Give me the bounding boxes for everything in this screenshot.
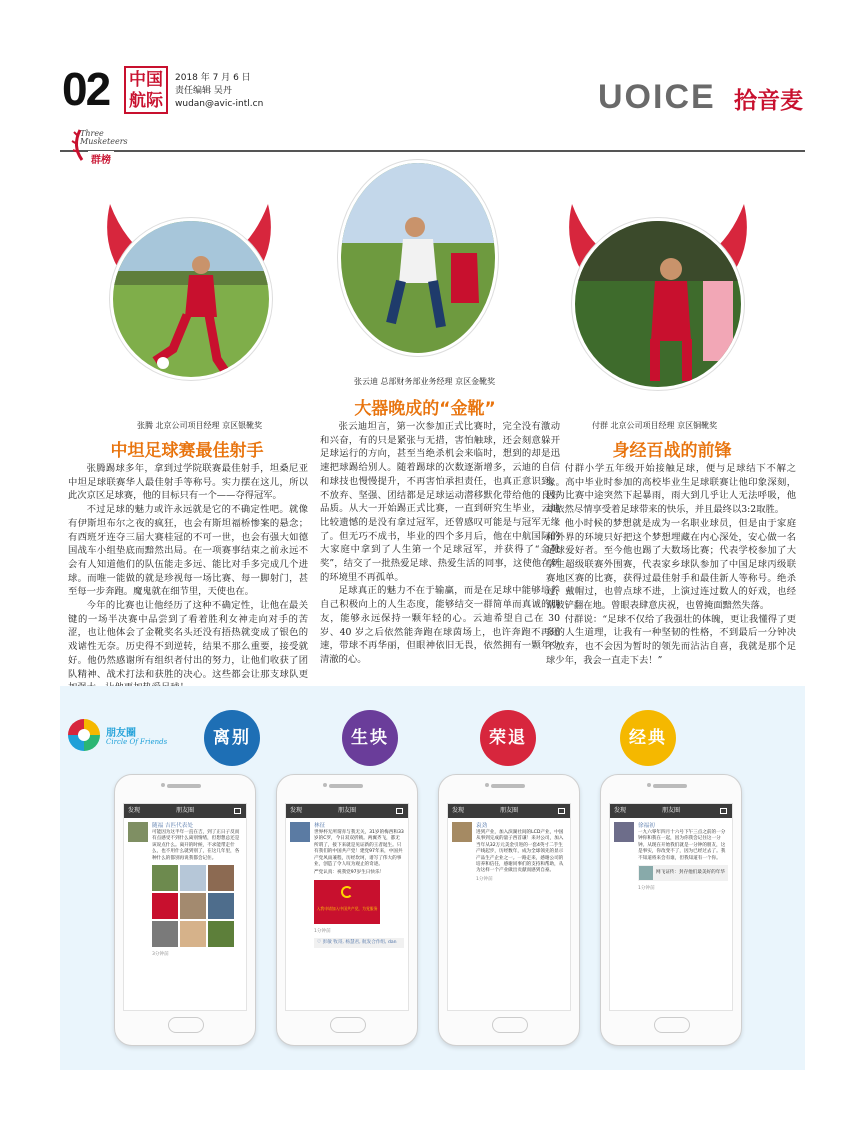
post-photo[interactable] (152, 865, 178, 891)
camera-dot (485, 783, 489, 787)
hammer-sickle-icon (341, 886, 353, 898)
friends-subtitle: Circle Of Friends (106, 738, 168, 746)
home-button[interactable] (330, 1017, 366, 1033)
header-rule (60, 150, 805, 152)
likes-row: ♡ 彭敏 牧哥, 杨慧君, 航发合作组, dan (314, 938, 404, 948)
friends-title: 朋友圈 (106, 728, 136, 739)
article-body-2 (320, 420, 560, 667)
speaker-slot (653, 784, 687, 788)
post-photo[interactable] (208, 921, 234, 947)
back-link[interactable]: 发现 (452, 807, 465, 814)
post-time: 1分钟前 (638, 886, 655, 892)
bubble-retire: 荣退 (480, 710, 536, 766)
moments-screen (285, 803, 409, 1011)
nav-title: 朋友圈 (337, 807, 356, 814)
article-2-paragraph: 足球真正的魅力不在于输赢，而是在足球中能够培养自己积极向上的人生态度，能够结交一群简单而真诚的朋友，能够永远保持一颗年轻的心。云迪希望自己在 30 岁、40 岁之后依然能奔跑在球茵场上，也许奔跑不再迅速，带球不再华丽，但眼神依旧无畏，依然拥有一颗年少清澈的心。 (320, 585, 560, 665)
camera-icon[interactable] (558, 808, 565, 814)
post-text-2: 严党认真：祝我党97岁生日快乐！ (314, 870, 385, 876)
moments-screen (447, 803, 571, 1011)
post-photo[interactable] (180, 865, 206, 891)
camera-dot (161, 783, 165, 787)
article-title-2: 大器晚成的“金靴” (354, 399, 496, 419)
section-badge (70, 124, 140, 166)
badge-subtitle: Three Musketeers (80, 129, 128, 146)
speaker-slot (491, 784, 525, 788)
post-time: 3分钟前 (152, 952, 169, 958)
shared-link-title: 网飞证传：封存他们最美好的年华 (656, 870, 725, 876)
page-number: 02 (62, 63, 110, 115)
home-button[interactable] (168, 1017, 204, 1033)
party-flag-image[interactable] (314, 880, 380, 924)
phone-mockup-4 (600, 774, 742, 1046)
article-3-paragraph: 他小时候的梦想就是成为一名职业球员，但是由于家庭和外界的环境只好把这个梦想埋藏在内心深处，安心做一名足球爱好者。至今他也踢了大数场比赛；代表学校参加了大学生超级联赛外围赛，代表家乡球队参加了中国足球丙级联赛地区赛的比赛，获得过最佳射手和最佳新人等称号。绝杀过，戴帽过，也曾点球不进，上演过连过数人的好戏，也经常被铲翻在地。曾眼表肆意庆祝，也曾掩面黯然失落。 (546, 517, 796, 612)
article-body-1 (68, 462, 308, 695)
article-1-paragraph: 今年的比赛也让他经历了这种不确定性，让他在最关键的一场半决赛中品尝到了看着胜利女神走向对手的苦涩，也让他体会了金靴奖名头还没有捂热就变成了银色的戏谑性无奈。历史得不到逆转，结果不那么重要，接受就好。他仍然感谢所有组织者付出的努力，让他们收获了团队精神、战术打法和获胜的决心。这些都会让那支球队更 (68, 600, 308, 680)
camera-dot (647, 783, 651, 787)
avatar[interactable] (452, 822, 472, 842)
flag-caption: 入我申请加入中国共产党，为党服务 (316, 905, 378, 911)
article-1-paragraph: 不过足球的魅力或许永远就是它的不确定性吧。就像有伊斯坦布尔之夜的疯狂，也会有斯坦福桥惨案的悬念；有西班牙连夺三届大赛桂冠的不可一世，也会有强大如德国战车小组垫底而黯然出局。在一项赛事结束之前永远不会有人知道他们的队伍能走多远、能比对手多完成几个进球。而唯一能做的就是珍视每一场比赛、每一脚射门，甚至每一步奔跑。魔鬼就在细节里，天使也在。 (68, 504, 308, 598)
article-title-3: 身经百战的前锋 (612, 441, 732, 461)
moments-screen (123, 803, 247, 1011)
back-link[interactable]: 发现 (614, 807, 627, 814)
moments-screen (609, 803, 733, 1011)
photo-grid (152, 865, 242, 947)
nav-title: 朋友圈 (499, 807, 518, 814)
logo-line2: 航际 (129, 91, 163, 111)
article-2-paragraph: 张云迪坦言，第一次参加正式比赛时，完全没有激动和兴奋，有的只是紧张与无措，害怕触球，还会刻意躲开足球运行的方向，甚至当绝杀机会来临时，想到的却是迅速把球踢给别人。随着踢球的次数逐渐增多，云迪的自信和球技也慢慢提升，不再害怕承担责任，也真正意识到，不放弃、坚强、团结都是足球运动潜移默化带给他的良好品质。从大一开始踢正式比赛，一直到研究生毕业，云迪比较遗憾的是没有拿过冠军，还曾感叹可能是与冠军无缘了。但无巧不成书，毕业的四个多月后，他在中航国际的大家庭中拿到了人生第一个足球冠军，并获得了“金靴奖”，结交了一批热爱足球、热爱生活的同事，这使他在新的环境里不再孤单。 (320, 421, 560, 583)
post-photo[interactable] (180, 921, 206, 947)
phone-mockup-1 (114, 774, 256, 1046)
player-silhouette (113, 221, 272, 380)
caption-1: 张腾 北京公司项目经理 京区银靴奖 (137, 421, 263, 430)
post-photo[interactable] (152, 893, 178, 919)
voice-wordmark: UOICE (598, 78, 716, 116)
player-silhouette (575, 221, 744, 390)
player-silhouette (341, 163, 498, 356)
camera-icon[interactable] (234, 808, 241, 814)
issue-meta (175, 72, 263, 111)
post-text: 一九六零年四月十六号下午三点之前的一分钟你和我在一起，因为你我会记住这一分钟。从现在开始我们就是一分钟的朋友，这是事实，你改变不了，因为已经过去了。我不知道将来会有谁，但我知道有一个你。 (638, 830, 726, 861)
home-button[interactable] (492, 1017, 528, 1033)
photo-fuqun (572, 218, 744, 390)
moment-post (610, 818, 732, 893)
link-thumbnail (639, 866, 653, 880)
post-photo[interactable] (208, 865, 234, 891)
home-button[interactable] (654, 1017, 690, 1033)
post-text: 可能因为这半年一直在吉，到了正日子反而有点感受不到什么离别情绪，但想想总还是该说点什么。离开的时候，不求能带走什么，也不用什么就到别了，在这几年里，各种什么的都别再说我都会记住。 (152, 830, 240, 861)
poster-name[interactable]: 徐福初 (638, 823, 655, 829)
back-link[interactable]: 发现 (290, 807, 303, 814)
back-link[interactable]: 发现 (128, 807, 141, 814)
avatar[interactable] (614, 822, 634, 842)
editor-email: wudan@avic-intl.cn (175, 99, 264, 109)
post-text: 进到产业，加入滨湖社间的LCD产业，中国从事到完成的量子西首谦！来对公司，加入当年从32万元美金引进的一套4英寸二手生产线起步，历经数年，成为全球领先的显示产品生产企业之一。一路走来，感谢公司的培养和信任，感谢同事们的支持和帮助，从为这样一个产业做出贡献而感到自豪。 (476, 830, 564, 874)
caption-3: 付群 北京公司项目经理 京区铜靴奖 (592, 421, 718, 430)
avatar[interactable] (128, 822, 148, 842)
nav-bar (448, 804, 570, 818)
publication-logo (124, 66, 168, 114)
poster-name[interactable]: 袁劲 (476, 823, 488, 829)
nav-bar (124, 804, 246, 818)
bubble-classic: 经典 (620, 710, 676, 766)
logo-line1: 中国 (129, 70, 163, 90)
nav-bar (286, 804, 408, 818)
bubble-birthday: 生块 (342, 710, 398, 766)
camera-dot (323, 783, 327, 787)
caption-2: 张云迪 总部财务部业务经理 京区金靴奖 (354, 377, 496, 386)
speaker-slot (167, 784, 201, 788)
nav-bar (610, 804, 732, 818)
camera-icon[interactable] (720, 808, 727, 814)
badge-title: 群榜 (88, 151, 114, 166)
article-3-paragraph: 付群小学五年级开始接触足球，便与足球结下不解之缘。高中毕业时参加的高校毕业生足球联赛让他印象深刻，因为比赛中途突然下起暴雨，雨大到几乎让人无法呼吸，他却依然尽情享受着足球带来的快乐，并且最终以3:2取胜。 (546, 463, 796, 516)
poster-name[interactable]: 林征 (314, 823, 326, 829)
moment-post (124, 818, 246, 959)
camera-icon[interactable] (396, 808, 403, 814)
speaker-slot (329, 784, 363, 788)
moment-post (448, 818, 570, 884)
post-photo[interactable] (180, 893, 206, 919)
nav-title: 朋友圈 (175, 807, 194, 814)
photo-zhangteng (110, 218, 272, 380)
shared-link-card[interactable] (638, 865, 728, 881)
post-time: 1分钟前 (476, 876, 493, 882)
phone-mockup-3 (438, 774, 580, 1046)
nav-title: 朋友圈 (661, 807, 680, 814)
editor: 责任编辑 吴丹 (175, 86, 232, 96)
phone-mockup-2 (276, 774, 418, 1046)
post-photo[interactable] (152, 921, 178, 947)
photo-zhangyundi (338, 160, 498, 356)
post-time: 1分钟前 (314, 928, 331, 934)
article-title-1: 中坦足球赛最佳射手 (110, 441, 264, 461)
avatar[interactable] (290, 822, 310, 842)
bubble-farewell: 离别 (204, 710, 260, 766)
post-photo[interactable] (208, 893, 234, 919)
article-3-paragraph: 付群说：“足球不仅给了我强壮的体魄，更让我懂得了更多的人生道理，让我有一种坚韧的性格，不到最后一分钟决不放弃，也不会因为暂时的领先而沾沾自喜，我就是那个足球少年，我会一直走下去！” (546, 613, 796, 666)
poster-name[interactable]: 随福 吉匹代表处 (152, 823, 193, 829)
moment-post (286, 818, 408, 948)
post-text: 世界杯无所谓赤与我无关，31岁的梅西和33岁的C罗，今日双双折戟。两翼齐飞，都无所谓了，接下来就是见证新的王者诞生。只有我们的中国共产党！建党97年来，中国共产党风雨兼程，历经坎坷，谱写了伟大的事业，创造了令人叹为观止的奇迹。 (314, 830, 404, 868)
issue-date: 2018 年 7 月 6 日 (175, 73, 251, 83)
article-body-3 (546, 462, 796, 668)
likes-names[interactable]: 彭敏 牧哥, 杨慧君, 航发合作组, dan (322, 939, 397, 945)
camera-aperture-icon (66, 717, 102, 753)
article-1-paragraph: 张腾踢球多年，拿到过学院联赛最佳射手，坦桑尼亚中坦足球联赛华人最佳射手等称号。实力摆在这儿，所以此次京区足球赛，他的目标只有一个——夺得冠军。 (68, 463, 308, 502)
column-title: 拾音麦 (734, 87, 803, 114)
